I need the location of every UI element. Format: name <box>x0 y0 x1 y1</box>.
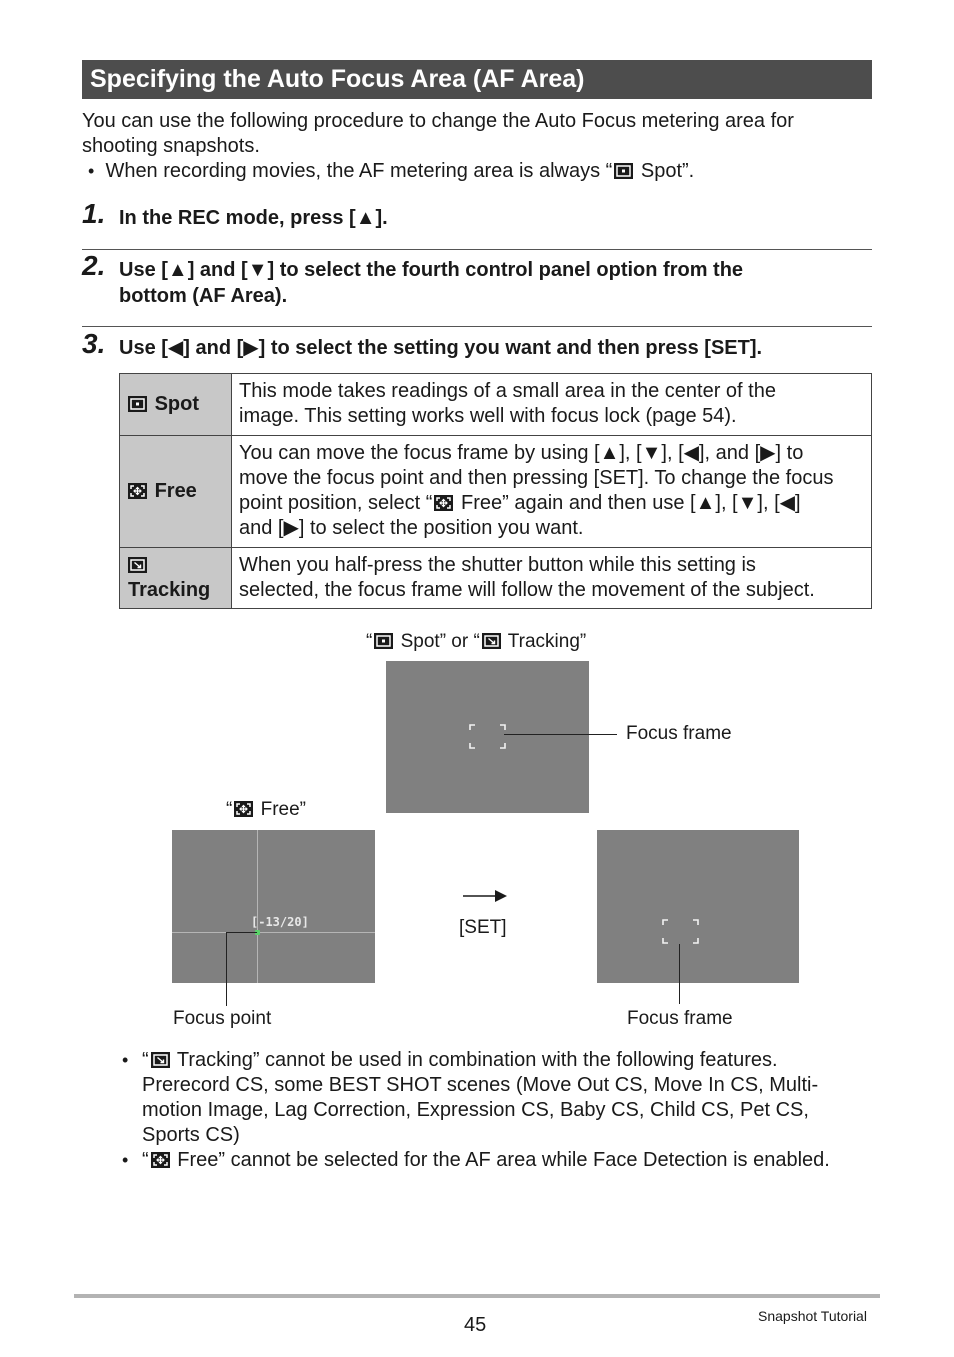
description-text: point position, select “ <box>239 492 433 514</box>
note-line: Prerecord CS, some BEST SHOT scenes (Move Out CS, Move In CS, Multi- <box>142 1074 819 1096</box>
tracking-icon <box>482 633 501 649</box>
caption-text: Tracking” <box>502 631 587 652</box>
note-bullet: • <box>122 1150 129 1170</box>
note-line: Sports CS) <box>142 1124 240 1146</box>
spot-icon <box>128 396 147 412</box>
table-row <box>120 548 872 609</box>
free-icon <box>234 801 253 817</box>
description-text: Free” again and then use [▲], [▼], [◀] <box>455 492 801 514</box>
camera-screen-spot <box>386 661 589 813</box>
note-text-pre: When recording movies, the AF metering area is always “ <box>105 160 613 182</box>
description-line: image. This setting works well with focus lock (page 54). <box>239 405 737 427</box>
tracking-icon <box>128 557 147 573</box>
crosshair-horizontal <box>172 932 375 933</box>
note-text: Free” cannot be selected for the AF area while Face Detection is enabled. <box>171 1149 830 1171</box>
free-icon <box>434 495 453 511</box>
free-caption <box>226 799 306 821</box>
focus-frame-label-2: Focus frame <box>627 1008 733 1029</box>
focus-point-leader-h <box>226 932 257 933</box>
step-1-number: 1. <box>82 198 106 229</box>
set-button-label: [SET] <box>459 917 507 938</box>
focus-point-label: Focus point <box>173 1008 272 1029</box>
intro-line-1: You can use the following procedure to change the Auto Focus metering area for <box>82 110 794 132</box>
description-line: This mode takes readings of a small area in the center of the <box>239 380 776 402</box>
note-line: motion Image, Lag Correction, Expression CS, Baby CS, Child CS, Pet CS, <box>142 1099 809 1121</box>
step-divider <box>82 326 872 327</box>
description-line: move the focus point and then pressing [SET]. To change the focus <box>239 467 834 489</box>
step-3-number: 3. <box>82 328 106 359</box>
camera-screen-free <box>172 830 375 983</box>
option-description-tracking <box>232 548 872 609</box>
focus-point-leader-v <box>226 932 227 1006</box>
intro-line-2: shooting snapshots. <box>82 135 260 157</box>
focus-frame-label: Focus frame <box>626 723 732 744</box>
note-text: “ <box>142 1149 149 1171</box>
description-line <box>239 491 863 516</box>
step-1-text: In the REC mode, press [▲]. <box>119 207 388 229</box>
option-label-free <box>120 436 232 548</box>
free-icon <box>128 483 147 499</box>
option-name: Tracking <box>128 579 211 601</box>
note-text-post: Spot”. <box>635 160 695 182</box>
step-2-text-line-1: Use [▲] and [▼] to select the fourth control panel option from the <box>119 259 744 281</box>
tracking-icon <box>151 1052 170 1068</box>
diagram-caption-top <box>366 631 586 653</box>
option-label-spot <box>120 374 232 436</box>
bullet: • <box>88 161 95 181</box>
intro-note <box>88 159 694 184</box>
coordinate-readout: [-13/20] <box>251 915 309 929</box>
note-line <box>142 1048 877 1073</box>
option-description-spot <box>232 374 872 436</box>
af-area-table <box>119 373 872 609</box>
camera-screen-free-result <box>597 830 799 983</box>
description-line: selected, the focus frame will follow the movement of the subject. <box>239 578 815 601</box>
table-row <box>120 436 872 548</box>
note-text: Tracking” cannot be used in combination with the following features. <box>171 1049 778 1071</box>
arrow-right-icon <box>462 888 508 904</box>
step-3-text: Use [◀] and [▶] to select the setting you want and then press [SET]. <box>119 337 763 359</box>
option-name: Free <box>154 480 197 502</box>
footer-section-name: Snapshot Tutorial <box>758 1308 867 1324</box>
spot-icon <box>374 633 393 649</box>
focus-frame-icon <box>386 661 589 813</box>
option-description-free <box>232 436 872 548</box>
description-line: You can move the focus frame by using [▲], [▼], [◀], and [▶] to <box>239 442 804 464</box>
caption-text: “ <box>366 631 373 652</box>
caption-text: Free” <box>255 799 307 820</box>
section-title: Specifying the Auto Focus Area (AF Area) <box>82 60 872 99</box>
footer-rule <box>74 1294 880 1298</box>
step-divider <box>82 249 872 250</box>
free-icon <box>151 1152 170 1168</box>
description-line: and [▶] to select the position you want. <box>239 517 584 539</box>
step-2-text-line-2: bottom (AF Area). <box>119 285 288 307</box>
note-bullet: • <box>122 1050 129 1070</box>
crosshair-vertical <box>257 830 258 983</box>
focus-frame-leader-line-2 <box>679 944 680 1004</box>
note-tracking <box>142 1048 877 1148</box>
option-label-tracking <box>120 548 232 609</box>
description-line: When you half-press the shutter button while this setting is <box>239 553 756 576</box>
caption-text: “ <box>226 799 233 820</box>
step-2-number: 2. <box>82 250 106 281</box>
caption-text: Spot” or “ <box>395 631 480 652</box>
option-name: Spot <box>154 393 199 415</box>
spot-icon <box>614 163 633 179</box>
page-number: 45 <box>464 1314 487 1336</box>
note-free <box>142 1148 882 1173</box>
note-text: “ <box>142 1049 149 1071</box>
table-row <box>120 374 872 436</box>
focus-frame-leader-line <box>504 734 617 735</box>
focus-frame-icon <box>597 830 799 983</box>
